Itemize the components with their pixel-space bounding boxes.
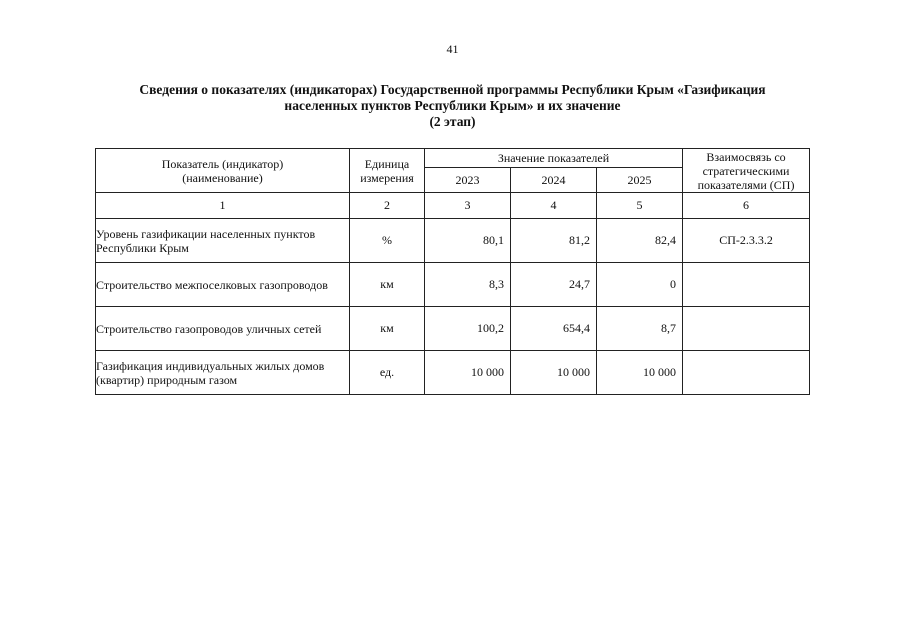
indicator-name-line-1: Строительство межпоселковых газопроводов [96, 277, 328, 292]
header-unit-line-2: измерения [360, 170, 414, 185]
header-indicator [96, 149, 350, 193]
header-unit-line-1: Единица [364, 156, 410, 171]
indicator-unit: % [350, 219, 425, 263]
title-line-1: Сведения о показателях (индикаторах) Государственной программы Республики Крым «Газификация [139, 82, 766, 97]
column-number: 4 [511, 193, 597, 219]
value-2024: 81,2 [511, 219, 597, 263]
table-row [96, 263, 810, 307]
table-header-row [96, 149, 810, 168]
column-number: 3 [425, 193, 511, 219]
strategic-link [683, 307, 810, 351]
strategic-link [683, 351, 810, 395]
value-2025: 8,7 [597, 307, 683, 351]
indicator-name [96, 219, 350, 263]
indicator-unit: ед. [350, 351, 425, 395]
value-2024: 24,7 [511, 263, 597, 307]
value-2025: 10 000 [597, 351, 683, 395]
value-2023: 100,2 [425, 307, 511, 351]
page-number: 41 [446, 42, 459, 56]
table-row [96, 307, 810, 351]
header-strategic-link [683, 149, 810, 193]
value-2025: 82,4 [597, 219, 683, 263]
strategic-link: СП-2.3.3.2 [683, 219, 810, 263]
column-numbers-row [96, 193, 810, 219]
indicator-unit: км [350, 263, 425, 307]
title-line-2: населенных пунктов Республики Крым» и их значение [284, 98, 621, 113]
column-number: 1 [96, 193, 350, 219]
header-link-line-1: Взаимосвязь со [706, 149, 786, 164]
indicator-name-line-1: Уровень газификации населенных пунктов [96, 226, 316, 241]
header-year-2023: 2023 [425, 168, 511, 193]
column-number: 6 [683, 193, 810, 219]
header-unit [350, 149, 425, 193]
indicator-name-line-2: Республики Крым [96, 240, 189, 255]
indicator-name-line-2: (квартир) природным газом [96, 372, 238, 387]
indicator-name-line-1: Строительство газопроводов уличных сетей [96, 321, 322, 336]
header-year-2024: 2024 [511, 168, 597, 193]
header-values-group: Значение показателей [425, 149, 683, 168]
document-title [90, 82, 815, 130]
column-number: 2 [350, 193, 425, 219]
header-year-2025: 2025 [597, 168, 683, 193]
value-2024: 654,4 [511, 307, 597, 351]
indicator-unit: км [350, 307, 425, 351]
value-2023: 8,3 [425, 263, 511, 307]
table-row [96, 351, 810, 395]
indicator-name-line-1: Газификация индивидуальных жилых домов [96, 358, 325, 373]
value-2023: 10 000 [425, 351, 511, 395]
indicators-table [95, 148, 810, 395]
indicator-name [96, 263, 350, 307]
strategic-link [683, 263, 810, 307]
indicator-name [96, 351, 350, 395]
header-link-line-3: показателями (СП) [697, 177, 795, 192]
value-2023: 80,1 [425, 219, 511, 263]
indicator-name [96, 307, 350, 351]
header-indicator-line-2: (наименование) [182, 170, 263, 185]
value-2025: 0 [597, 263, 683, 307]
header-indicator-line-1: Показатель (индикатор) [161, 156, 284, 171]
title-line-3: (2 этап) [429, 114, 476, 129]
column-number: 5 [597, 193, 683, 219]
table-row [96, 219, 810, 263]
value-2024: 10 000 [511, 351, 597, 395]
header-link-line-2: стратегическими [702, 163, 790, 178]
